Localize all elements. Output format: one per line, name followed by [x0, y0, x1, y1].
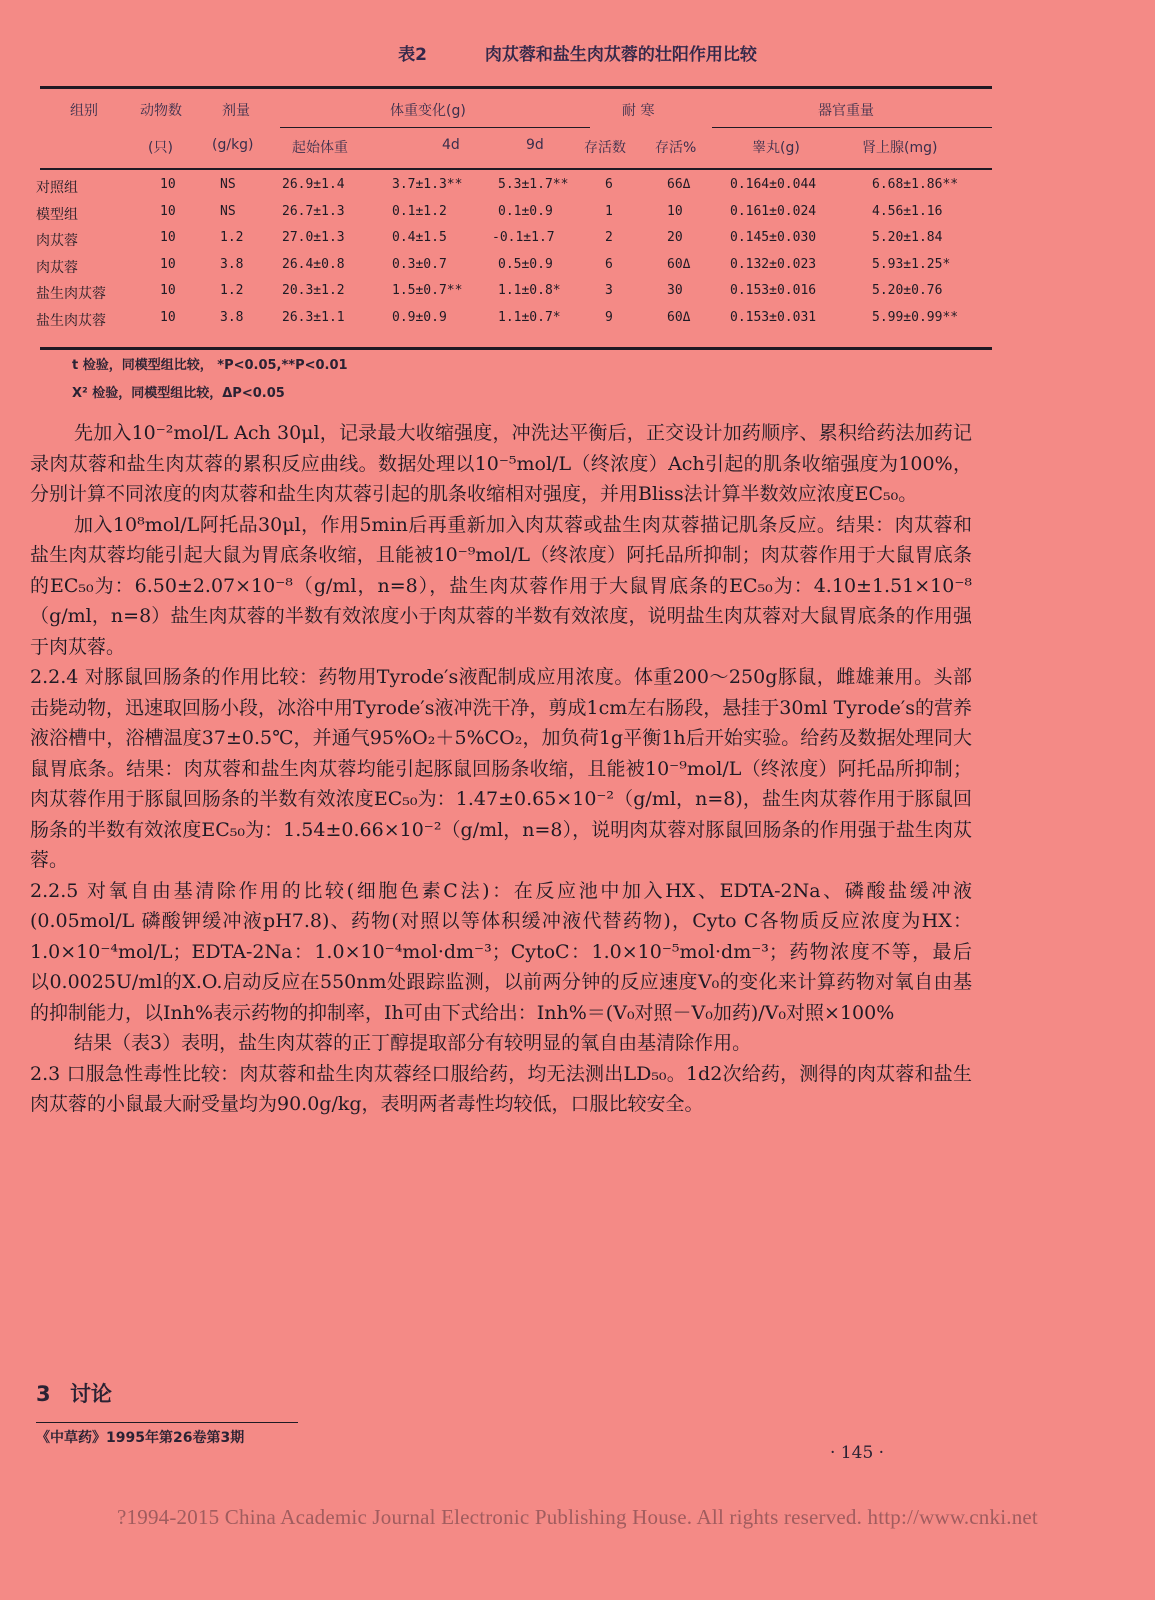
copyright-notice: ?1994-2015 China Academic Journal Electronic Publishing House. All rights reserved. http://www.cnki.net [117, 1505, 1038, 1529]
cell-4d: 0.9±0.9 [392, 309, 447, 325]
cell-survivors: 9 [605, 309, 613, 325]
cell-group: 盐生肉苁蓉 [36, 286, 106, 302]
footer-rule [36, 1422, 298, 1423]
cell-survivors: 6 [605, 256, 613, 272]
table-top-rule [40, 86, 992, 89]
table-note-t-test: t 检验，同模型组比较， *P<0.05,**P<0.01 [72, 358, 348, 373]
header-testis: 睾丸(g) [752, 140, 800, 156]
table-header-rule [40, 168, 992, 170]
cell-testis: 0.132±0.023 [730, 256, 817, 272]
cell-4d: 0.4±1.5 [392, 230, 447, 245]
cell-testis: 0.153±0.016 [730, 283, 817, 298]
cell-testis: 0.153±0.031 [730, 309, 817, 325]
section-title: 讨论 [69, 1382, 112, 1406]
cell-animals: 10 [160, 256, 176, 272]
cell-dose: NS [220, 177, 236, 192]
cell-group: 模型组 [36, 206, 78, 223]
cell-testis: 0.164±0.044 [730, 177, 817, 192]
cell-4d: 0.3±0.7 [392, 256, 447, 272]
cell-survivors: 6 [605, 177, 613, 192]
cell-testis: 0.161±0.024 [730, 203, 817, 219]
header-survival-rate: 存活% [655, 140, 697, 156]
header-initial-weight: 起始体重 [292, 140, 348, 156]
header-9d: 9d [526, 137, 544, 153]
journal-citation: 《中草药》1995年第26卷第3期 [36, 1430, 245, 1446]
cell-survival-rate: 30 [667, 283, 683, 298]
cell-4d: 3.7±1.3** [392, 177, 463, 192]
table-row [0, 257, 1155, 284]
cell-animals: 10 [160, 309, 176, 325]
cell-group: 肉苁蓉 [36, 233, 78, 249]
paragraph: 先加入10⁻²mol/L Ach 30μl，记录最大收缩强度，冲洗达平衡后，正交设计加药顺序、累积给药法加药记录肉苁蓉和盐生肉苁蓉的累积反应曲线。数据处理以10⁻⁵mol/L（终浓度）Ach引起的肌条收缩强度为100%，分别计算不同浓度的肉苁蓉和盐生肉苁蓉引起的肌条收缩相对强度，并用Bliss法计算半数效应浓度EC₅₀。 [30, 422, 972, 505]
cell-animals: 10 [160, 177, 176, 192]
header-survivors: 存活数 [584, 140, 626, 156]
paragraph: 加入10⁸mol/L阿托品30μl，作用5min后再重新加入肉苁蓉或盐生肉苁蓉描记肌条反应。结果：肉苁蓉和盐生肉苁蓉均能引起大鼠为胃底条收缩，且能被10⁻⁹mol/L（终浓度）阿托品所抑制；肉苁蓉作用于大鼠胃底条的EC₅₀为：6.50±2.07×10⁻⁸（g/ml，n=8），盐生肉苁蓉作用于大鼠胃底条的EC₅₀为：4.10±1.51×10⁻⁸（g/ml，n=8）盐生肉苁蓉的半数有效浓度小于肉苁蓉的半数有效浓度，说明盐生肉苁蓉对大鼠胃底条的作用强于肉苁蓉。 [30, 513, 972, 658]
header-organ-weight: 器官重量 [818, 103, 874, 119]
cell-survival-rate: 10 [667, 203, 683, 219]
cell-4d: 0.1±1.2 [392, 203, 447, 219]
table-row [0, 230, 1155, 257]
table-caption [0, 40, 1155, 65]
table-row [0, 310, 1155, 337]
section-number: 3 [36, 1382, 51, 1406]
cell-animals: 10 [160, 283, 176, 298]
cell-initial-weight: 26.9±1.4 [282, 177, 345, 192]
page-number: · 145 · [830, 1443, 885, 1463]
cell-survival-rate: 60Δ [667, 309, 691, 325]
table-row [0, 283, 1155, 310]
cell-animals: 10 [160, 203, 176, 219]
cell-testis: 0.145±0.030 [730, 230, 817, 245]
cell-group: 盐生肉苁蓉 [36, 312, 106, 329]
header-group: 组别 [70, 103, 98, 119]
cell-dose: NS [220, 203, 236, 219]
section-heading [36, 1378, 112, 1408]
cell-adrenal: 5.20±1.84 [872, 230, 943, 245]
paragraph: 2.2.4 对豚鼠回肠条的作用比较：药物用Tyrode′s液配制成应用浓度。体重200～250g豚鼠，雌雄兼用。头部击毙动物，迅速取回肠小段，冰浴中用Tyrode′s液冲洗干净，剪成1cm左右肠段，悬挂于30ml Tyrode′s的营养液浴槽中，浴槽温度37±0.5℃，并通气95%O₂＋5%CO₂，加负荷1g平衡1h后开始实验。给药及数据处理同大鼠胃底条。结果：肉苁蓉和盐生肉苁蓉均能引起豚鼠回肠条收缩，且能被10⁻⁹mol/L（终浓度）阿托品所抑制；肉苁蓉作用于豚鼠回肠条的半数有效浓度EC₅₀为：1.47±0.65×10⁻²（g/ml，n=8)，盐生肉苁蓉作用于豚鼠回肠条的半数有效浓度EC₅₀为：1.54±0.66×10⁻²（g/ml，n=8），说明肉苁蓉对豚鼠回肠条的作用强于盐生肉苁蓉。 [30, 666, 972, 871]
header-animals: 动物数 [140, 103, 182, 119]
table-row [0, 204, 1155, 231]
paragraph: 2.3 口服急性毒性比较：肉苁蓉和盐生肉苁蓉经口服给药，均无法测出LD₅₀。1d2次给药，测得的肉苁蓉和盐生肉苁蓉的小鼠最大耐受量均为90.0g/kg，表明两者毒性均较低，口服比较安全。 [30, 1062, 972, 1115]
paragraph: 结果（表3）表明，盐生肉苁蓉的正丁醇提取部分有较明显的氧自由基清除作用。 [74, 1032, 752, 1054]
weight-group-rule [280, 127, 590, 128]
cell-initial-weight: 26.7±1.3 [282, 203, 345, 219]
header-4d: 4d [442, 137, 460, 153]
table-number: 表2 [398, 45, 427, 65]
cell-survivors: 3 [605, 283, 613, 298]
cell-dose: 3.8 [220, 309, 244, 325]
table-body [0, 177, 1155, 336]
header-dose: 剂量 [222, 103, 250, 119]
table-note-chi-square: X² 检验，同模型组比较，ΔP<0.05 [72, 386, 285, 401]
cell-initial-weight: 20.3±1.2 [282, 283, 345, 298]
cell-9d: 1.1±0.8* [498, 283, 561, 298]
header-adrenal: 肾上腺(mg) [862, 140, 938, 156]
cell-survival-rate: 60Δ [667, 256, 691, 272]
cell-survivors: 2 [605, 230, 613, 245]
cell-adrenal: 4.56±1.16 [872, 203, 943, 219]
cell-animals: 10 [160, 230, 176, 245]
paragraph: 2.2.5 对氧自由基清除作用的比较(细胞色素C法)：在反应池中加入HX、EDTA-2Na、磷酸盐缓冲液(0.05mol/L 磷酸钾缓冲液pH7.8)、药物(对照以等体积缓冲液代替药物)，Cyto C各物质反应浓度为HX：1.0×10⁻⁴mol/L；EDTA-2Na：1.0×10⁻⁴mol·dm⁻³；CytoC：1.0×10⁻⁵mol·dm⁻³；药物浓度不等，最后以0.0025U/ml的X.O.启动反应在550nm处跟踪监测，以前两分钟的反应速度V₀的变化来计算药物对氧自由基的抑制能力，以Inh%表示药物的抑制率，Ih可由下式给出：Inh%＝(V₀对照－V₀加药)/V₀对照×100% [30, 879, 972, 1024]
table-bottom-rule [40, 347, 992, 350]
cell-adrenal: 5.20±0.76 [872, 283, 943, 298]
cell-9d: 1.1±0.7* [498, 309, 561, 325]
header-weight-change: 体重变化(g) [390, 103, 466, 119]
cell-9d: 0.5±0.9 [498, 256, 553, 272]
cell-survivors: 1 [605, 203, 613, 219]
cell-survival-rate: 20 [667, 230, 683, 245]
header-animals-unit: (只) [148, 140, 173, 156]
header-dose-unit: (g/kg) [212, 137, 254, 153]
cell-initial-weight: 26.3±1.1 [282, 309, 345, 325]
cell-survival-rate: 66Δ [667, 177, 691, 192]
cell-initial-weight: 26.4±0.8 [282, 256, 345, 272]
cell-dose: 3.8 [220, 256, 244, 272]
body-text [30, 418, 972, 1120]
table-title: 肉苁蓉和盐生肉苁蓉的壮阳作用比较 [484, 45, 757, 65]
cell-9d: 0.1±0.9 [498, 203, 553, 219]
cell-adrenal: 5.93±1.25* [872, 256, 951, 272]
header-cold-tolerance: 耐 寒 [622, 103, 655, 119]
cell-adrenal: 6.68±1.86** [872, 177, 959, 192]
cell-initial-weight: 27.0±1.3 [282, 230, 345, 245]
cell-9d: 5.3±1.7** [498, 177, 569, 192]
cell-group: 对照组 [36, 180, 78, 196]
table-row [0, 177, 1155, 204]
cell-adrenal: 5.99±0.99** [872, 309, 959, 325]
cell-dose: 1.2 [220, 283, 244, 298]
cell-group: 肉苁蓉 [36, 259, 78, 276]
organ-group-rule [712, 127, 992, 128]
cell-4d: 1.5±0.7** [392, 283, 463, 298]
cell-9d: -0.1±1.7 [492, 230, 555, 245]
cell-dose: 1.2 [220, 230, 244, 245]
